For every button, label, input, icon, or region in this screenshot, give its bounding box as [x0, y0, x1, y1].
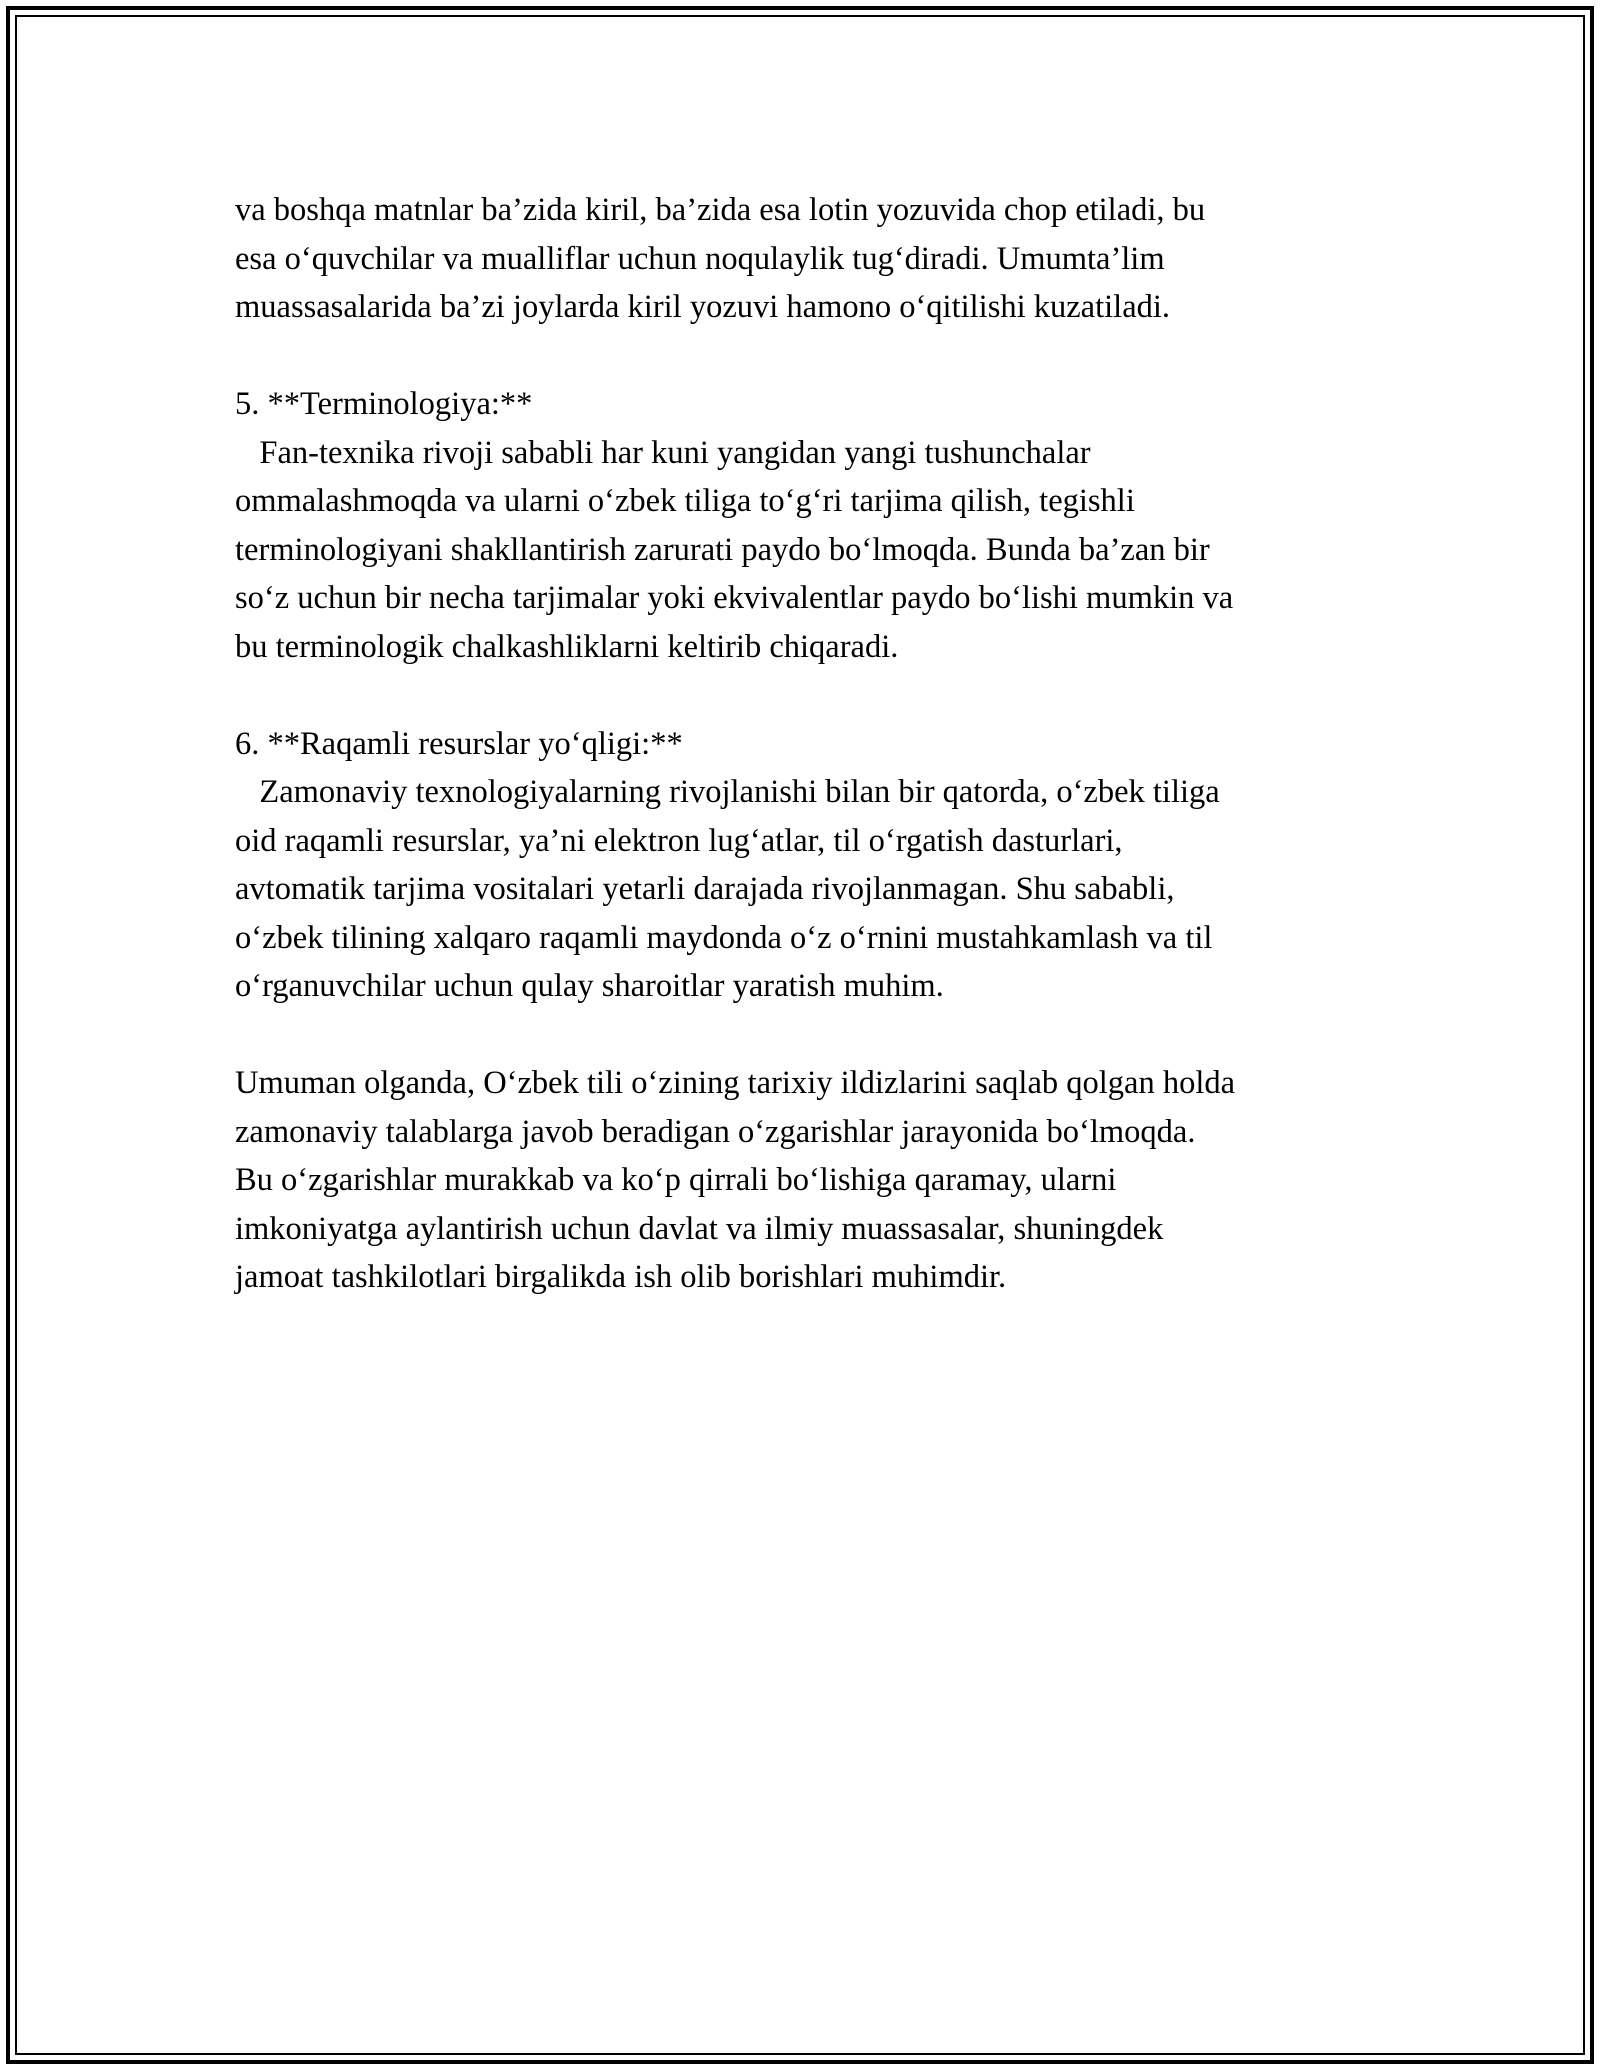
- text-line: o‘zbek tilining xalqaro raqamli maydonda o‘z o‘rnini mustahkamlash va til: [235, 919, 1213, 956]
- text-line: va boshqa matnlar ba’zida kiril, ba’zida esa lotin yozuvida chop etiladi, bu: [235, 192, 1206, 228]
- section-heading: 5. **Terminologiya:**: [235, 386, 533, 422]
- text-line: esa o‘quvchilar va mualliflar uchun noqulaylik tug‘diradi. Umumta’lim: [235, 240, 1165, 277]
- text-line: zamonaviy talablarga javob beradigan o‘zgarishlar jarayonida bo‘lmoqda.: [235, 1113, 1196, 1150]
- text-line: bu terminologik chalkashliklarni keltirib chiqaradi.: [235, 628, 899, 665]
- section-heading: 6. **Raqamli resurslar yo‘qligi:**: [235, 725, 683, 762]
- text-line: so‘z uchun bir necha tarjimalar yoki ekvivalentlar paydo bo‘lishi mumkin va: [235, 580, 1234, 616]
- text-line: avtomatik tarjima vositalari yetarli darajada rivojlanmagan. Shu sababli,: [235, 871, 1175, 907]
- text-line: Zamonaviy texnologiyalarning rivojlanishi bilan bir qatorda, o‘zbek tiliga: [235, 774, 1220, 810]
- text-line: oid raqamli resurslar, ya’ni elektron lug‘atlar, til o‘rgatish dasturlari,: [235, 822, 1123, 859]
- section-digital-resources: [235, 720, 1415, 1011]
- text-line: terminologiyani shakllantirish zarurati paydo bo‘lmoqda. Bunda ba’zan bir: [235, 531, 1210, 568]
- text-line: Fan-texnika rivoji sababli har kuni yangidan yangi tushunchalar: [235, 434, 1091, 471]
- text-line: ommalashmoqda va ularni o‘zbek tiliga to‘g‘ri tarjima qilish, tegishli: [235, 483, 1135, 519]
- section-terminology: [235, 380, 1415, 671]
- text-line: Umuman olganda, O‘zbek tili o‘zining tarixiy ildizlarini saqlab qolgan holda: [235, 1065, 1236, 1101]
- paragraph-script-usage: [235, 186, 1415, 332]
- document-body: [235, 186, 1415, 1302]
- text-line: jamoat tashkilotlari birgalikda ish olib borishlari muhimdir.: [235, 1259, 1007, 1295]
- text-line: Bu o‘zgarishlar murakkab va ko‘p qirrali bo‘lishiga qaramay, ularni: [235, 1162, 1117, 1198]
- text-line: muassasalarida ba’zi joylarda kiril yozuvi hamono o‘qitilishi kuzatiladi.: [235, 289, 1171, 325]
- paragraph-conclusion: [235, 1059, 1415, 1302]
- text-line: o‘rganuvchilar uchun qulay sharoitlar yaratish muhim.: [235, 968, 944, 1004]
- text-line: imkoniyatga aylantirish uchun davlat va ilmiy muassasalar, shuningdek: [235, 1210, 1164, 1247]
